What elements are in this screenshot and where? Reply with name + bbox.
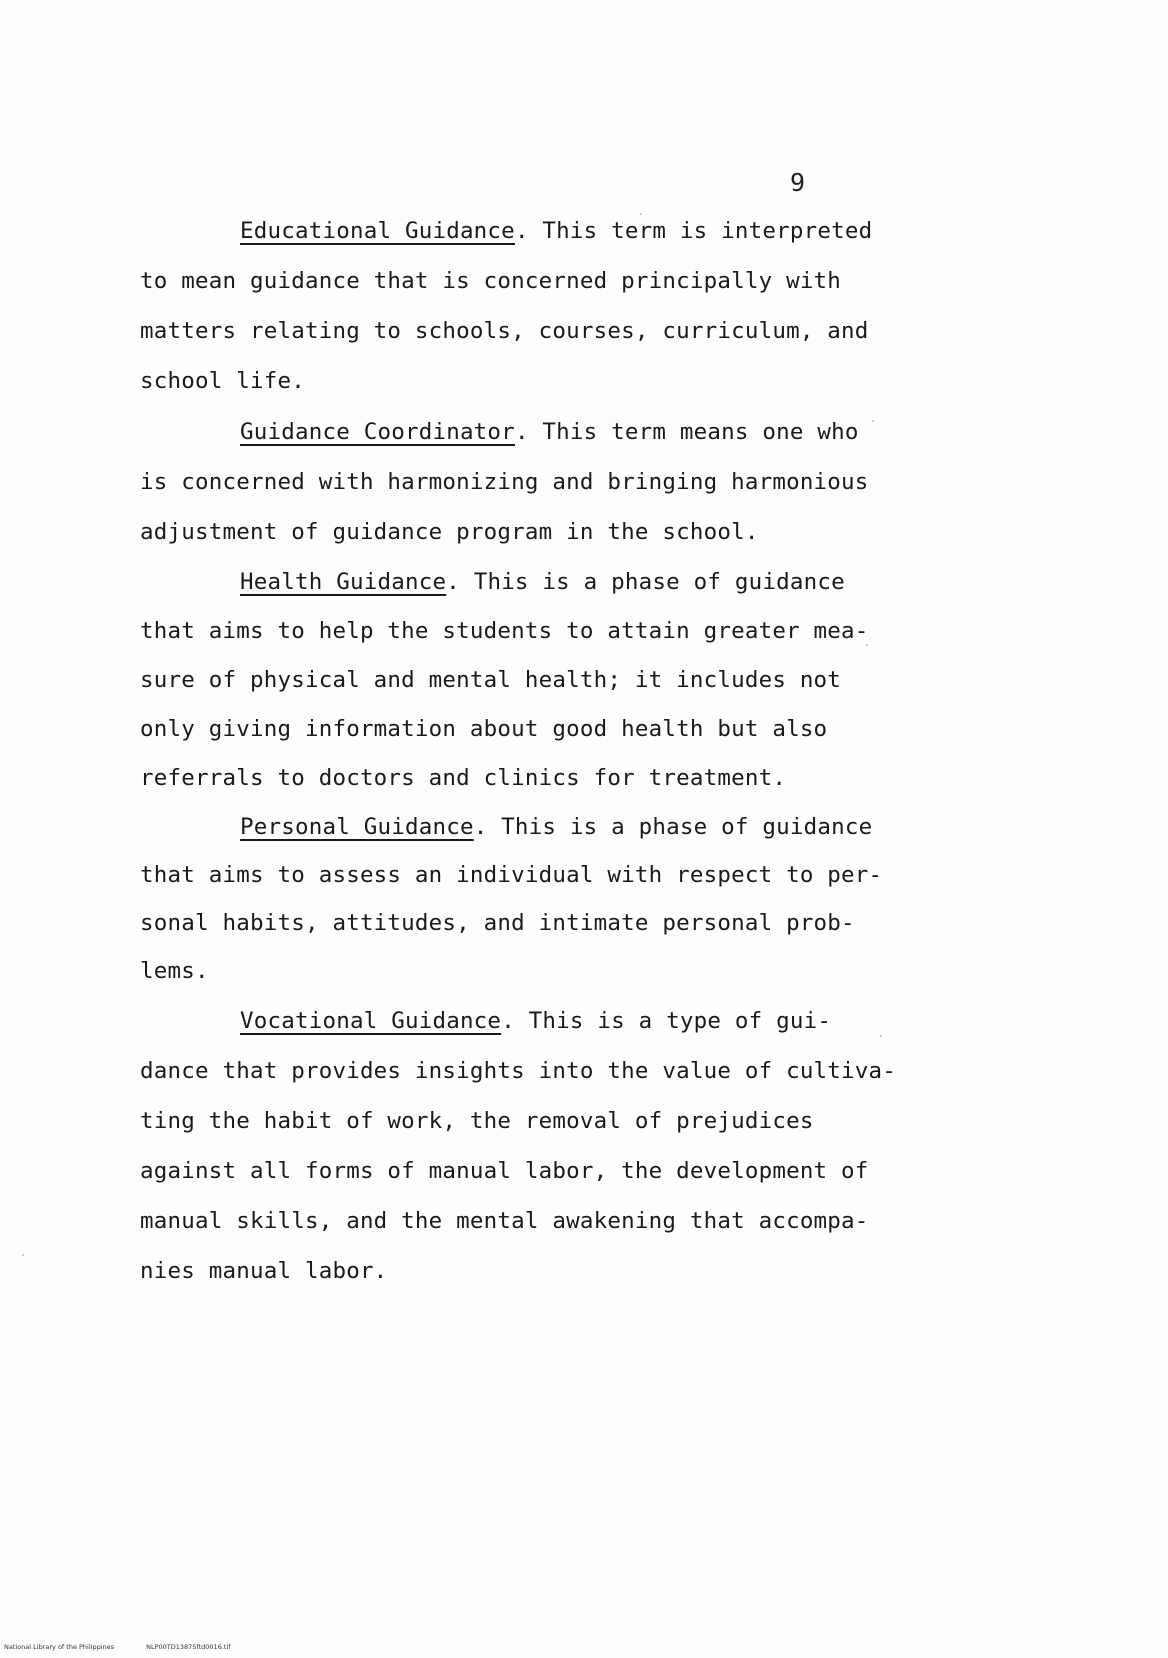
scan-speck [866,644,868,646]
paragraph-educational-guidance-line-3: matters relating to schools, courses, curriculum, and [140,318,869,344]
term-health-guidance: Health Guidance [240,569,447,595]
paragraph-personal-guidance-line-4: lems. [140,958,209,984]
footer-file-id: NLP00TD13875ftd0016.tif [146,1643,231,1651]
paragraph-educational-guidance-line-2: to mean guidance that is concerned principally with [140,268,842,294]
paragraph-guidance-coordinator-line-1: Guidance Coordinator. This term means one who [240,419,859,445]
paragraph-personal-guidance-line-2: that aims to assess an individual with respect to per- [140,862,883,888]
paragraph-guidance-coordinator-line-3: adjustment of guidance program in the school. [140,519,759,545]
paragraph-health-guidance-line-2: that aims to help the students to attain greater mea- [140,618,869,644]
paragraph-vocational-guidance-line-5: manual skills, and the mental awakening that accompa- [140,1208,869,1234]
paragraph-educational-guidance-line-4: school life. [140,368,305,394]
scan-speck [880,1035,882,1037]
scan-speck [640,213,642,215]
scan-speck [872,420,874,422]
paragraph-vocational-guidance-line-2: dance that provides insights into the value of cultiva- [140,1058,897,1084]
term-guidance-coordinator: Guidance Coordinator [240,419,515,445]
paragraph-vocational-guidance-line-6: nies manual labor. [140,1258,388,1284]
paragraph-health-guidance-line-1: Health Guidance. This is a phase of guidance [240,569,845,595]
scan-footer [4,1643,231,1651]
paragraph-health-guidance-line-5: referrals to doctors and clinics for treatment. [140,765,787,791]
paragraph-vocational-guidance-line-3: ting the habit of work, the removal of prejudices [140,1108,814,1134]
term-vocational-guidance: Vocational Guidance [240,1008,502,1034]
paragraph-vocational-guidance-line-4: against all forms of manual labor, the development of [140,1158,869,1184]
scan-speck [22,1254,24,1256]
footer-library: National Library of the Philippines [4,1643,115,1651]
paragraph-vocational-guidance-line-1: Vocational Guidance. This is a type of gui- [240,1008,832,1034]
page-number: 9 [790,168,806,197]
paragraph-educational-guidance-line-1: Educational Guidance. This term is interpreted [240,218,873,244]
term-personal-guidance: Personal Guidance [240,814,474,840]
paragraph-personal-guidance-line-1: Personal Guidance. This is a phase of guidance [240,814,873,840]
paragraph-personal-guidance-line-3: sonal habits, attitudes, and intimate personal prob- [140,910,855,936]
paragraph-health-guidance-line-3: sure of physical and mental health; it includes not [140,667,842,693]
term-educational-guidance: Educational Guidance [240,218,515,244]
paragraph-guidance-coordinator-line-2: is concerned with harmonizing and bringing harmonious [140,469,869,495]
paragraph-health-guidance-line-4: only giving information about good health but also [140,716,828,742]
